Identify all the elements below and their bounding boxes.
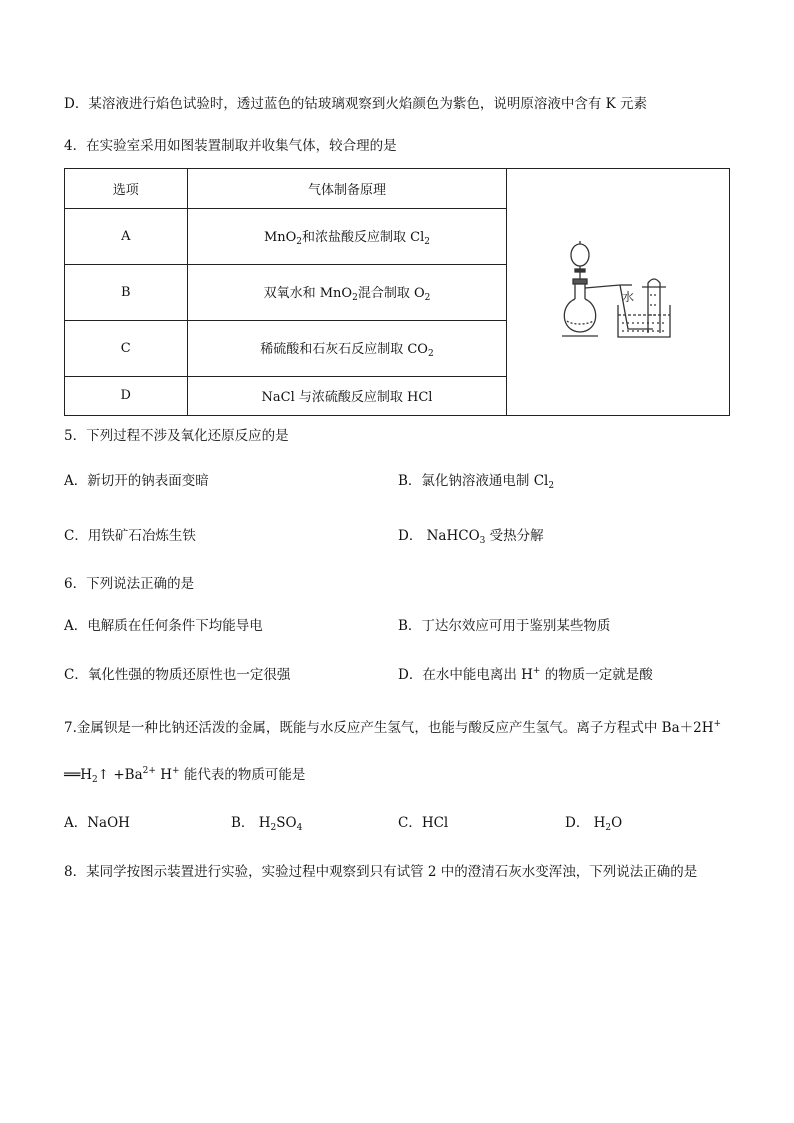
q4-stem: 4．在实验室采用如图装置制取并收集气体，较合理的是: [64, 138, 397, 154]
q7-option-c: C．HCl: [398, 815, 449, 831]
q4-row-a-label: A: [65, 209, 188, 265]
gas-apparatus-icon: [558, 235, 678, 345]
q4-row-c-text: 稀硫酸和石灰石反应制取 $CO_2$: [187, 320, 507, 376]
q5-option-d: D． NaHCO$_3$ 受热分解: [398, 528, 544, 546]
q4-row-d-label: D: [65, 376, 188, 416]
q3-option-d: D．某溶液进行焰色试验时，透过蓝色的钴玻璃观察到火焰颜色为紫色，说明原溶液中含有 K 元素: [64, 96, 647, 112]
q6-option-a: A．电解质在任何条件下均能导电: [64, 618, 263, 634]
q7-stem-line1: 7.金属钡是一种比钠还活泼的金属，既能与水反应产生氢气，也能与酸反应产生氢气。离子方程式中 Ba＋2H+: [64, 719, 722, 736]
q4-table: [64, 168, 730, 416]
q6-stem: 6．下列说法正确的是: [64, 576, 195, 592]
q4-row-c-label: C: [65, 320, 188, 376]
q7-stem-line2: $══H_2↑ +Ba^{2+}$ H+ 能代表的物质可能是: [64, 766, 306, 785]
q6-option-d: D．在水中能电离出 H+ 的物质一定就是酸: [398, 666, 653, 683]
q4-apparatus-figure: [507, 169, 730, 416]
q4-row-b-label: B: [65, 265, 188, 321]
q6-option-c: C．氧化性强的物质还原性也一定很强: [64, 667, 291, 683]
q7-option-a: A．NaOH: [64, 815, 130, 831]
q5-option-b: B．氯化钠溶液通电制 $Cl_2$: [398, 473, 555, 491]
q5-option-a: A．新切开的钠表面变暗: [64, 473, 209, 489]
q4-row-b-text: 双氧水和 MnO$_2$混合制取 $O_2$: [187, 265, 507, 321]
q4-header-principle: 气体制备原理: [187, 169, 507, 209]
q8-stem: 8．某同学按图示装置进行实验，实验过程中观察到只有试管 2 中的澄清石灰水变浑浊，下列说法正确的是: [64, 864, 698, 880]
q4-row-d-text: NaCl 与浓硫酸反应制取 HCl: [187, 376, 507, 416]
q6-option-b: B．丁达尔效应可用于鉴别某些物质: [398, 618, 611, 634]
water-label: 水: [622, 290, 635, 304]
q4-header-option: 选项: [65, 169, 188, 209]
q5-stem: 5．下列过程不涉及氧化还原反应的是: [64, 428, 289, 444]
q7-option-b: B． $H_2SO_4$: [231, 815, 303, 833]
q7-option-d: D． $H_2O$: [565, 815, 623, 833]
q5-option-c: C．用铁矿石冶炼生铁: [64, 528, 196, 544]
q4-row-a-text: MnO$_2$和浓盐酸反应制取 $Cl_2$: [187, 209, 507, 265]
